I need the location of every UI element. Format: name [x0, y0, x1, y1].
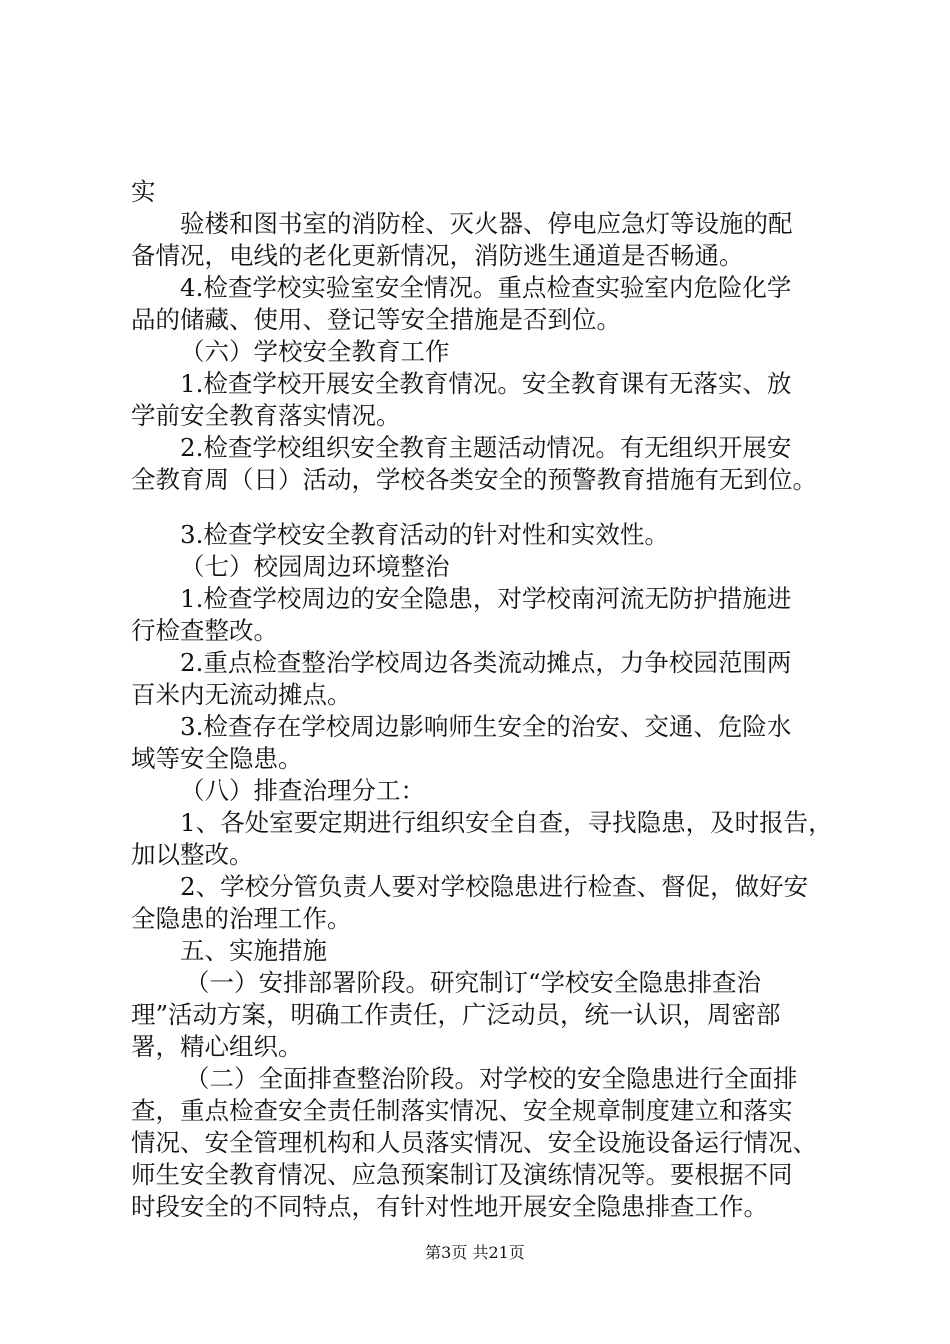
text-line: 时段安全的不同特点，有针对性地开展安全隐患排查工作。 [131, 1192, 768, 1221]
text-line: 实 [131, 177, 156, 206]
text-line: 2.重点检查整治学校周边各类流动摊点，力争校园范围两 [180, 648, 792, 677]
text-line: 查，重点检查安全责任制落实情况、安全规章制度建立和落实 [131, 1096, 793, 1125]
text-line: 2、学校分管负责人要对学校隐患进行检查、督促，做好安 [180, 872, 809, 901]
text-line: 品的储藏、使用、登记等安全措施是否到位。 [131, 305, 621, 334]
text-line: 理”活动方案，明确工作责任，广泛动员，统一认识，周密部 [131, 1000, 781, 1029]
text-line: 师生安全教育情况、应急预案制订及演练情况等。要根据不同 [131, 1160, 793, 1189]
page-number-footer: 第3页 共21页 [425, 1243, 525, 1262]
text-line: 4.检查学校实验室安全情况。重点检查实验室内危险化学 [180, 273, 792, 302]
text-line: 1.检查学校周边的安全隐患，对学校南河流无防护措施进 [180, 584, 792, 613]
section-heading: （七）校园周边环境整治 [180, 552, 450, 581]
text-line: 域等安全隐患。 [131, 744, 303, 773]
text-line: 加以整改。 [131, 840, 254, 869]
text-line: 3.检查学校安全教育活动的针对性和实效性。 [180, 520, 669, 549]
text-line: 验楼和图书室的消防栓、灭火器、停电应急灯等设施的配 [180, 209, 793, 238]
section-heading: 五、实施措施 [180, 936, 327, 965]
text-line: 学前安全教育落实情况。 [131, 401, 401, 430]
text-line: 备情况，电线的老化更新情况，消防逃生通道是否畅通。 [131, 241, 744, 270]
text-line: 2.检查学校组织安全教育主题活动情况。有无组织开展安 [180, 433, 792, 462]
text-line: （一）安排部署阶段。研究制订“学校安全隐患排查治 [185, 968, 762, 997]
section-heading: （六）学校安全教育工作 [180, 337, 450, 366]
text-line: 1、各处室要定期进行组织安全自查，寻找隐患，及时报告， [180, 808, 833, 837]
text-line: 1.检查学校开展安全教育情况。安全教育课有无落实、放 [180, 369, 792, 398]
text-line: 署，精心组织。 [131, 1032, 303, 1061]
text-line: 行检查整改。 [131, 616, 278, 645]
text-line: 百米内无流动摊点。 [131, 680, 352, 709]
section-heading: （八）排查治理分工： [180, 776, 425, 805]
text-line: 全教育周（日）活动，学校各类安全的预警教育措施有无到位。 [131, 465, 817, 494]
text-line: 情况、安全管理机构和人员落实情况、安全设施设备运行情况、 [131, 1128, 817, 1157]
text-line: 3.检查存在学校周边影响师生安全的治安、交通、危险水 [180, 712, 792, 741]
text-line: （二）全面排查整治阶段。对学校的安全隐患进行全面排 [185, 1064, 798, 1093]
text-line: 全隐患的治理工作。 [131, 904, 352, 933]
